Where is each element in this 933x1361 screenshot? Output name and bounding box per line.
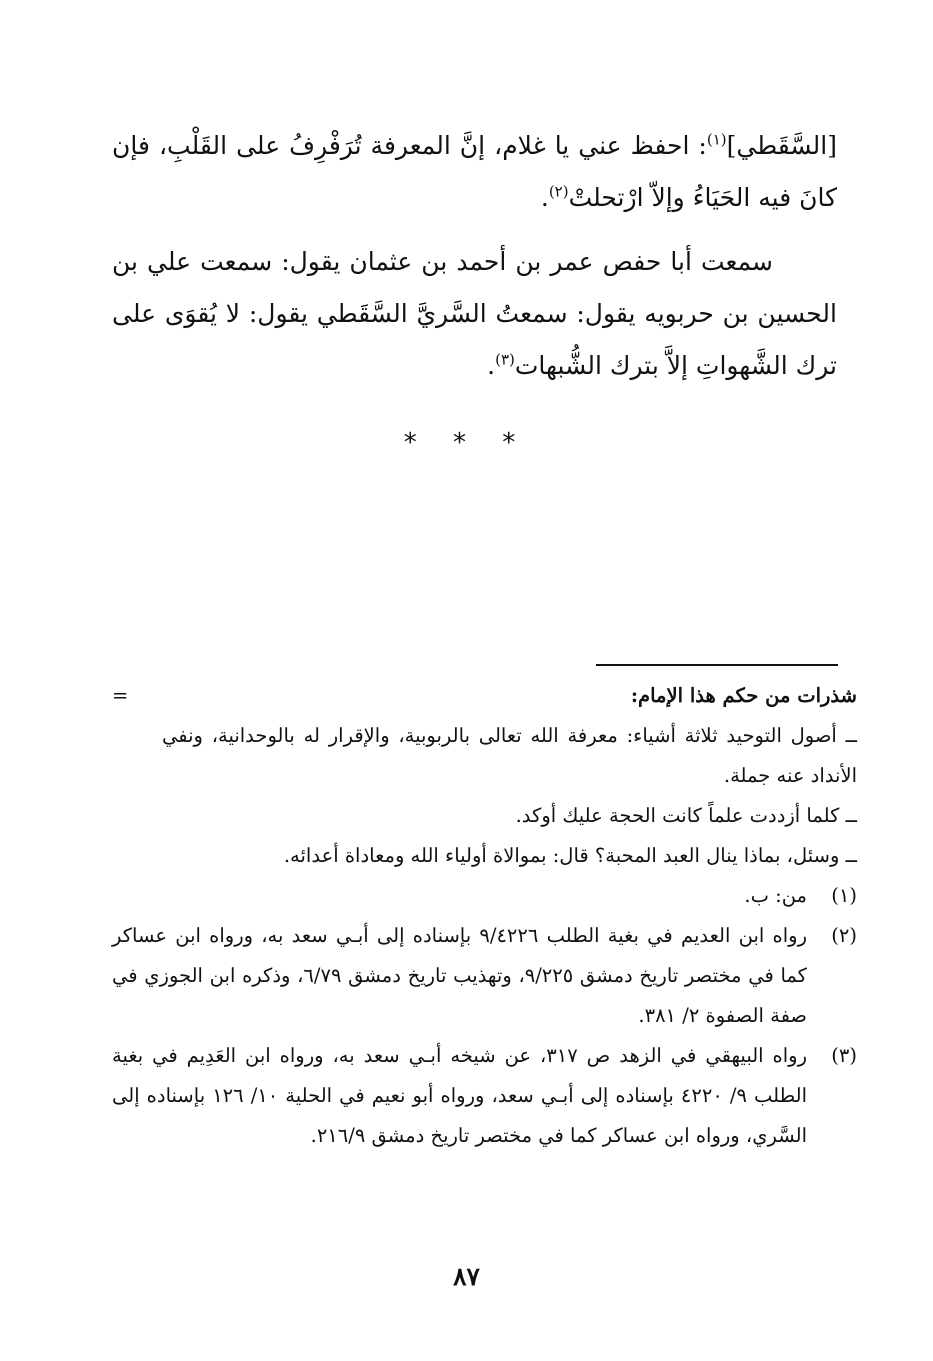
footnote-item [112, 916, 857, 1036]
saying-item [112, 716, 857, 796]
footnote-ref-2: (٢) [548, 182, 569, 201]
footnote-item [112, 1036, 857, 1156]
paragraph-1-end: . [540, 183, 549, 212]
page-number: ٨٧ [453, 1262, 480, 1291]
saying-text: ــ وسئل، بماذا ينال العبد المحبة؟ قال: بموالاة أولياء الله ومعاداة أعدائه. [283, 844, 857, 867]
continuation-marker: = [112, 684, 129, 707]
paragraph-2-end: . [487, 351, 496, 380]
main-text [112, 120, 837, 392]
paragraph-2-text: سمعت أبا حفص عمر بن أحمد بن عثمان يقول: سمعت علي بن الحسين بن حربويه يقول: سمعتُ السَّريَّ السَّقَطي يقول: لا يُقوَى على ترك الشَّهواتِ إلاَّ بترك الشُّبهات [112, 247, 837, 380]
footnote-number: (١) [831, 884, 857, 907]
saying-item [112, 836, 857, 876]
section-separator: * * * [403, 428, 530, 458]
paragraph-2 [112, 236, 837, 392]
sayings-heading: شذرات من حكم هذا الإمام: [630, 684, 857, 707]
footnote-ref-3: (٣) [495, 350, 515, 369]
footnote-continuation [112, 676, 857, 716]
footnotes [112, 676, 857, 1156]
footnote-item [112, 876, 857, 916]
footnote-text: من: ب. [744, 884, 807, 907]
paragraph-1-part-2: : احفظ عني يا غلام، إنَّ المعرفة تُرَفْرِفُ على القَلْبِ، فإن كانَ فيه الحَيَاءُ وإلاّ ارْتحلتْ [112, 131, 837, 212]
footnote-number: (٢) [831, 924, 857, 947]
paragraph-1-part-1: [السَّقَطي] [726, 131, 837, 160]
saying-text: ــ أصول التوحيد ثلاثة أشياء: معرفة الله تعالى بالربوبية، والإقرار له بالوحدانية، ونفي الأنداد عنه جملة. [162, 724, 857, 787]
footnote-number: (٣) [831, 1044, 857, 1067]
footnote-divider [596, 664, 838, 666]
footnote-text: رواه البيهقي في الزهد ص ٣١٧، عن شيخه أبـي سعد به، ورواه ابن العَدِيم في بغية الطلب ٩/ ٤٢٢٠ بإسناده إلى أبـي سعد، ورواه أبو نعيم في الحلية ١٠/ ١٢٦ بإسناده إلى السَّري، ورواه ابن عساكر كما في مختصر تاريخ دمشق ٢١٦/٩. [112, 1044, 807, 1147]
footnote-text: رواه ابن العديم في بغية الطلب ٩/٤٢٢٦ بإسناده إلى أبـي سعد به، ورواه ابن عساكر كما في مختصر تاريخ دمشق ٩/٢٢٥، وتهذيب تاريخ دمشق ٦/٧٩، وذكره ابن الجوزي في صفة الصفوة ٢/ ٣٨١. [112, 924, 807, 1027]
paragraph-1 [112, 120, 837, 224]
saying-item [112, 796, 857, 836]
saying-text: ــ كلما أزددت علماً كانت الحجة عليك أوكد. [515, 804, 857, 827]
footnote-ref-1: (١) [706, 130, 727, 149]
